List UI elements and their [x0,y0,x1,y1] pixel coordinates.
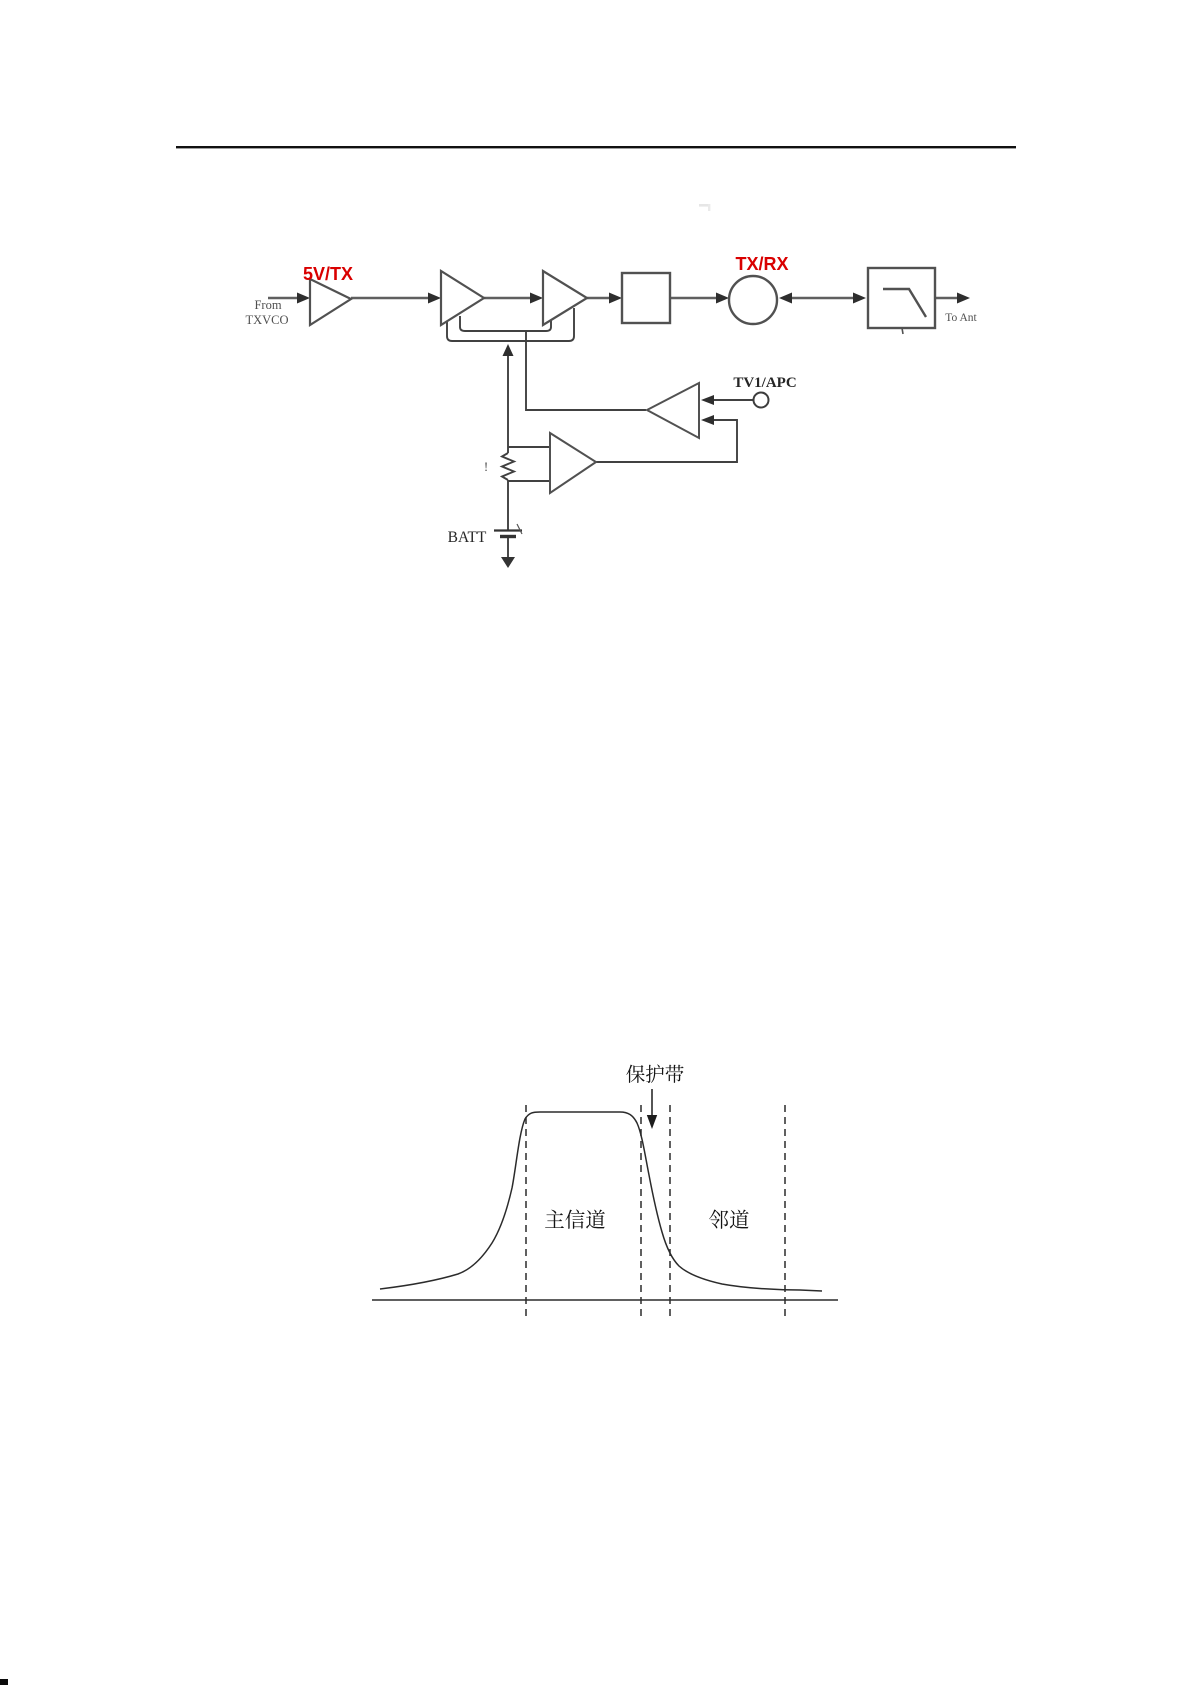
arrow-into-amp2 [428,293,441,304]
driver-amp-triangle-icon [441,271,484,325]
top-rule [176,146,1016,148]
apc-error-amp-triangle-icon [647,383,699,438]
arrow-into-error-amp-bottom [701,415,714,425]
feedback-lines [502,331,753,558]
lpf-bottom-tick [902,328,903,334]
arrow-into-amp1 [297,293,310,304]
adjacent-channel-label: 邻道 [708,1210,750,1232]
arrow-into-lpf [853,293,866,304]
rf-block-diagram [245,204,977,568]
arrow-into-switch [716,293,729,304]
apc-label: TV1/APC [733,375,797,391]
spectrum-curve [380,1112,822,1291]
from-label-line2: TXVCO [245,313,289,327]
arrow-into-error-amp-top [701,395,714,405]
arrow-into-coupler [609,293,622,304]
coupler-box-icon [622,273,670,323]
buffer-amp-triangle-icon [310,279,351,325]
down-arrow-icon [647,1115,657,1129]
power-amp-triangle-icon [543,271,587,325]
low-pass-filter-box-icon [868,268,935,334]
arrow-up-into-bracket [503,344,514,356]
tx-rx-switch-label: TX/RX [735,254,789,274]
guard-band-pointer [647,1089,657,1129]
spectrum-diagram [372,1064,838,1317]
scan-speck [0,1679,8,1685]
scan-artifact [699,204,710,211]
to-antenna-label: To Ant [945,312,977,324]
tx-rx-switch-circle-icon [729,276,777,324]
arrow-into-amp3 [530,293,543,304]
sense-amp-triangle-icon [550,433,596,493]
from-label-line1: From [254,298,282,312]
guard-band-label: 保护带 [625,1065,685,1086]
ground-icon [501,557,515,568]
arrow-back-into-switch [779,293,792,304]
sense-resistor-icon [502,453,514,480]
arrow-to-antenna [957,293,970,304]
resistor-mark: ! [483,459,489,474]
supply-mode-label: 5V/TX [302,264,354,284]
battery-label: BATT [447,529,487,546]
feedback-bracket-inner [460,316,551,331]
main-channel-label: 主信道 [544,1210,606,1232]
apc-terminal-icon [754,393,769,408]
